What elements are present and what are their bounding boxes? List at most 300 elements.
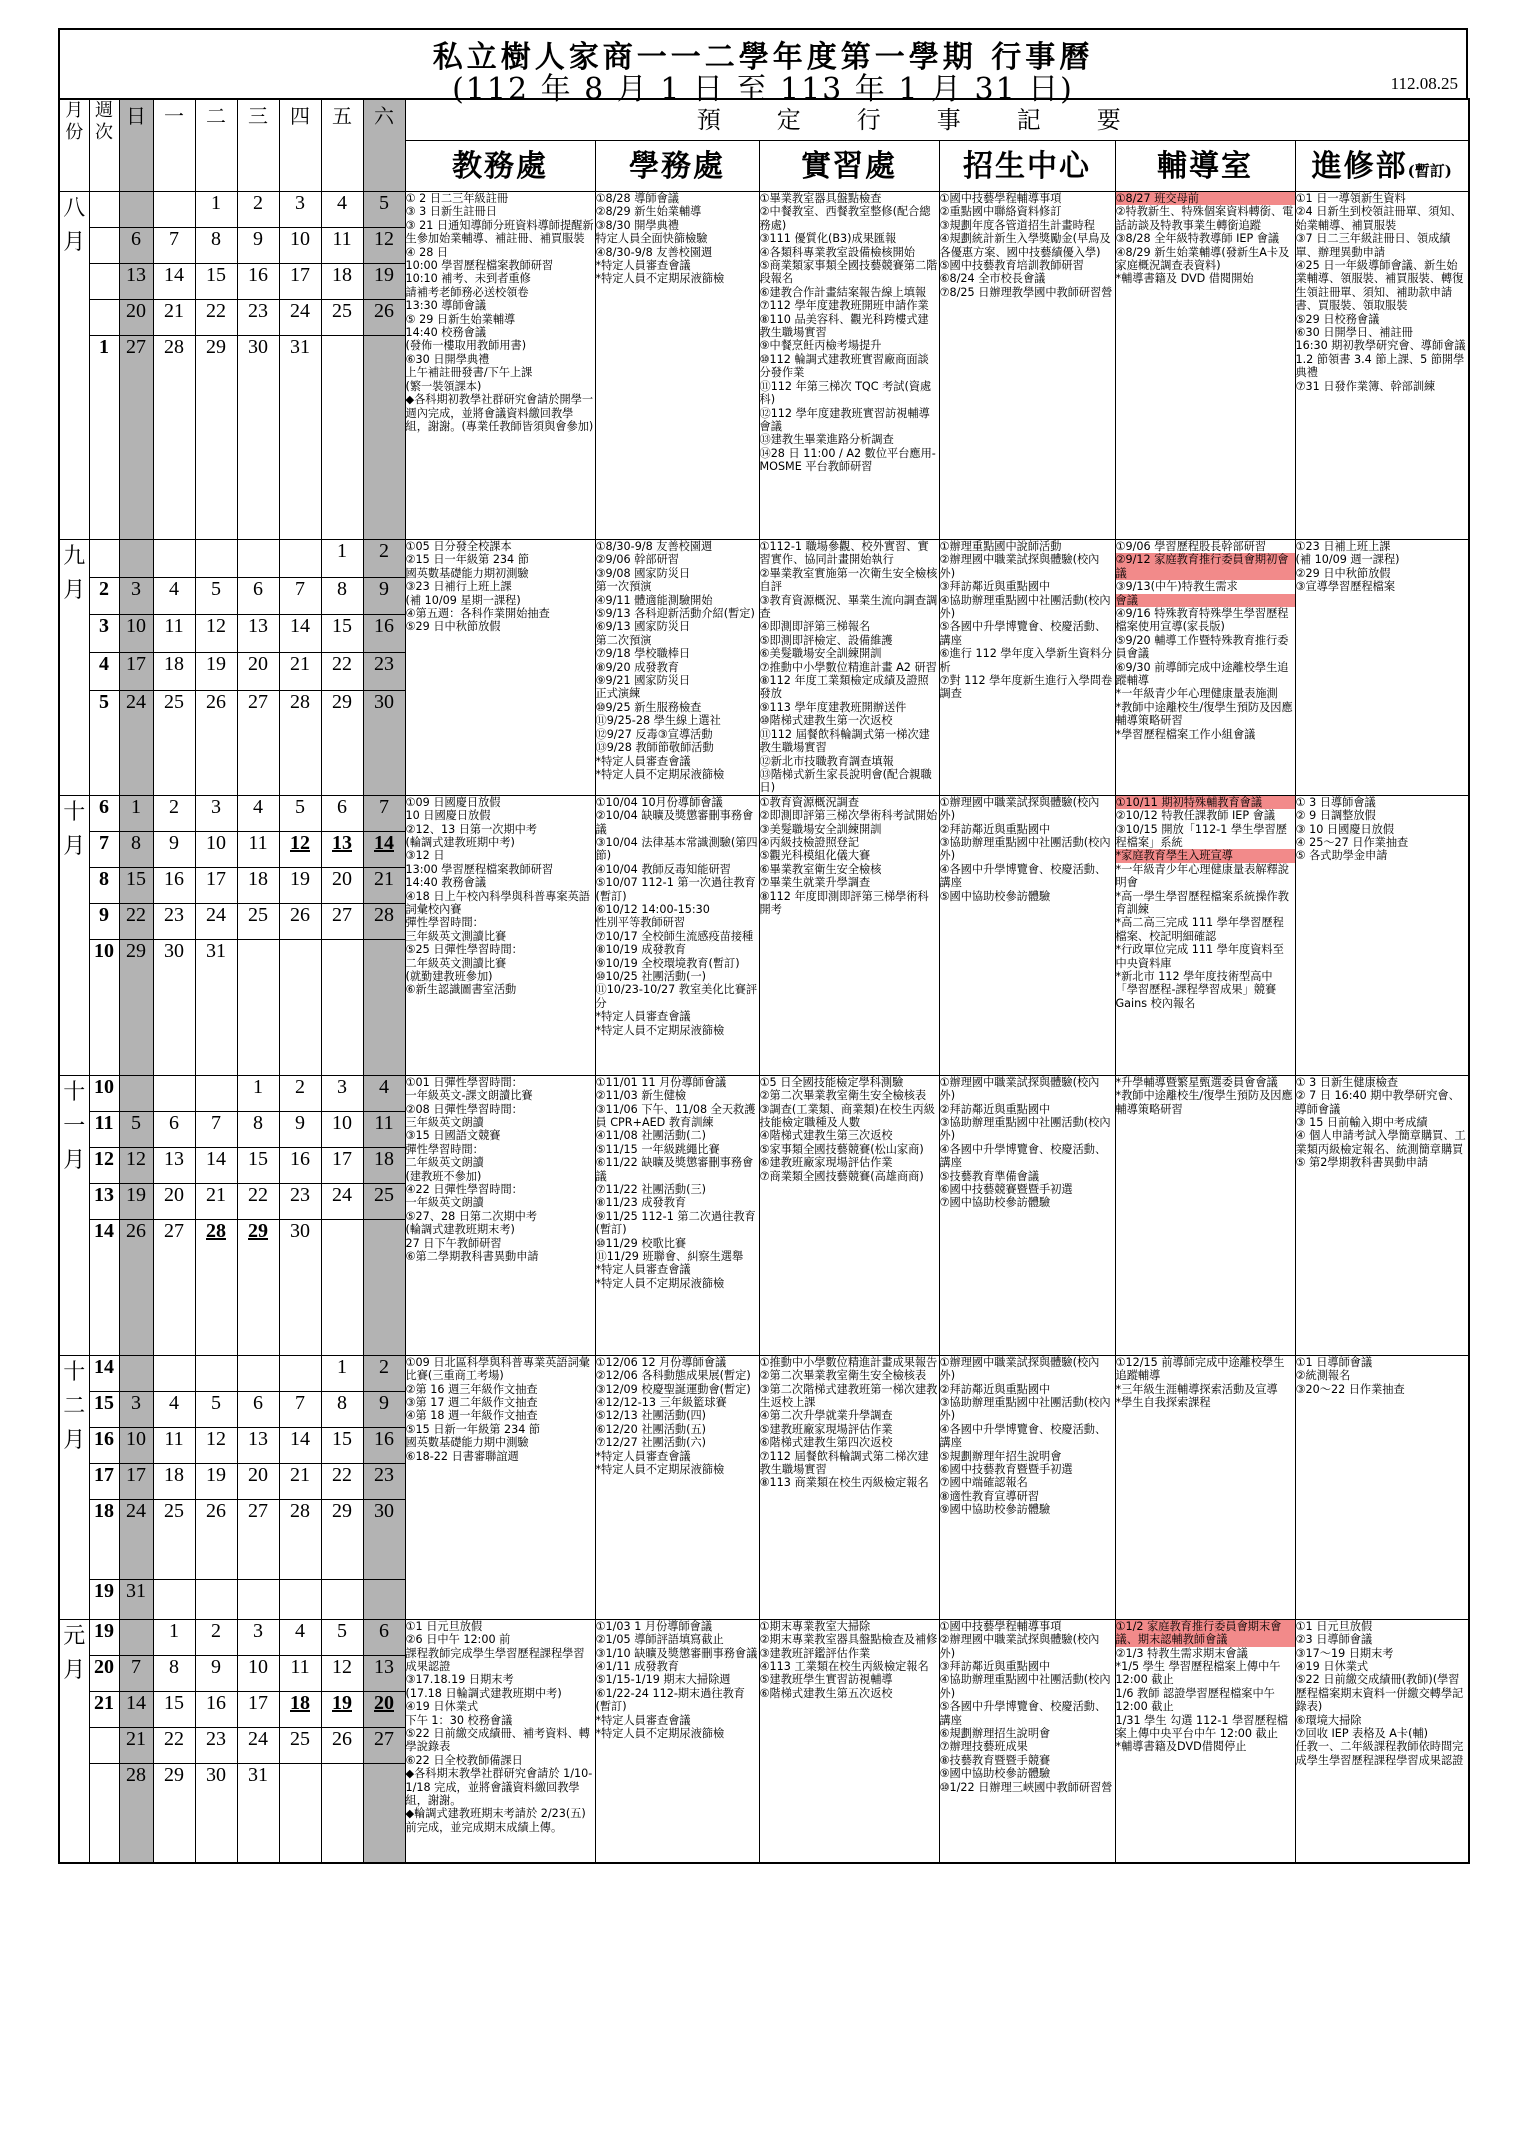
day-cell bbox=[321, 1391, 363, 1427]
day-number: 1 bbox=[337, 540, 347, 562]
day-number: 6 bbox=[253, 577, 263, 600]
day-cell bbox=[363, 336, 405, 540]
week-col-header: 週次 bbox=[89, 99, 119, 192]
dept-header-continuing-label: 進修部 bbox=[1311, 149, 1408, 184]
day-cell bbox=[195, 867, 237, 903]
day-cell bbox=[321, 1619, 363, 1655]
event-line: ◆輪調式建教班期末考請於 2/23(五)前完成，並完成期末成績上傳。 bbox=[405, 1807, 586, 1834]
event-line: ⑦商業類全國技藝競賽(高雄商商) bbox=[759, 1169, 924, 1183]
week-number: 6 bbox=[89, 795, 119, 831]
day-cell bbox=[279, 1579, 321, 1619]
day-number: 24 bbox=[248, 1727, 268, 1750]
event-line: ④丙級技檢證照登記 bbox=[759, 835, 860, 849]
day-cell bbox=[119, 1655, 153, 1691]
day-number: 8 bbox=[169, 1655, 179, 1678]
day-cell bbox=[195, 1183, 237, 1219]
day-number: 10 bbox=[126, 615, 146, 638]
event-line: (輪調式建教班期中考) bbox=[405, 835, 515, 849]
event-line: ③11/06 下午、11/08 全天救護員 CPR+AED 教育訓練 bbox=[595, 1102, 756, 1129]
day-cell bbox=[153, 1355, 195, 1391]
day-number: 25 bbox=[290, 1727, 310, 1750]
event-line: ③協助辦理重點國中社團活動(校內外) bbox=[939, 835, 1111, 863]
day-cell bbox=[195, 690, 237, 795]
day-cell bbox=[279, 653, 321, 691]
week-number: 16 bbox=[89, 1427, 119, 1463]
day-number: 17 bbox=[126, 653, 146, 676]
day-cell bbox=[237, 1463, 279, 1499]
event-line: *一年級青少年心理健康量表解釋說明會 bbox=[1115, 862, 1289, 890]
day-number: 17 bbox=[206, 867, 226, 890]
day-number: 9 bbox=[211, 1655, 221, 1678]
day-cell bbox=[363, 1463, 405, 1499]
day-cell bbox=[153, 264, 195, 300]
day-number: 4 bbox=[379, 1075, 389, 1098]
event-line: ⑨中餐烹飪丙檢考場提升 bbox=[759, 339, 882, 353]
day-number: 24 bbox=[126, 690, 146, 713]
day-number: 24 bbox=[290, 300, 310, 322]
event-line: *三年級生涯輔導探索活動及宣導 bbox=[1115, 1382, 1278, 1396]
day-number: 28 bbox=[290, 690, 310, 713]
week-number: 5 bbox=[89, 690, 119, 795]
day-cell bbox=[153, 1619, 195, 1655]
day-cell bbox=[321, 540, 363, 578]
calendar-week-row bbox=[59, 540, 1469, 578]
day-number: 8 bbox=[337, 577, 347, 600]
event-line: ⑥12/20 社團活動(五) bbox=[595, 1422, 706, 1436]
day-cell bbox=[237, 300, 279, 336]
day-cell bbox=[195, 192, 237, 228]
calendar-week-row bbox=[59, 192, 1469, 228]
day-number: 16 bbox=[206, 1691, 226, 1714]
day-cell bbox=[153, 1427, 195, 1463]
event-line: ②畢業教室實施第一次衛生安全檢核自評 bbox=[759, 566, 938, 594]
event-line: ⑦112 學年度建教班開班申請作業 bbox=[759, 299, 929, 313]
week-number bbox=[89, 264, 119, 300]
day-cell bbox=[321, 795, 363, 831]
event-line: ⑥階梯式建教生第四次返校 bbox=[759, 1436, 893, 1450]
day-number: 3 bbox=[131, 1391, 141, 1414]
event-line: ①01 日彈性學習時間： bbox=[405, 1075, 523, 1089]
day-cell bbox=[119, 336, 153, 540]
event-line: ⑤即測即評檢定、設備維護 bbox=[759, 633, 893, 647]
event-line: ⑪112 年第三梯次 TQC 考試(資處科) bbox=[759, 379, 932, 407]
event-line: *特定人員不定期尿液篩檢 bbox=[595, 1462, 725, 1476]
day-cell bbox=[279, 264, 321, 300]
day-number: 17 bbox=[290, 264, 310, 286]
day-cell bbox=[279, 1691, 321, 1727]
event-line: ④第 18 週一年級作文抽查 bbox=[405, 1409, 538, 1423]
event-line: ⑩112 輪調式建教班實習廠商面談分發作業 bbox=[759, 352, 929, 380]
event-line: ⑨11/25 112-1 第二次過往教育(暫訂) bbox=[595, 1209, 756, 1237]
event-line: 正式演練 bbox=[595, 687, 641, 701]
day-number: 4 bbox=[169, 577, 179, 600]
day-number: 6 bbox=[169, 1111, 179, 1134]
day-number: 16 bbox=[374, 1427, 394, 1450]
event-line: ⑤技藝教育準備會議 bbox=[939, 1169, 1040, 1183]
day-number: 27 bbox=[332, 903, 352, 926]
day-number: 23 bbox=[374, 1463, 394, 1486]
day-cell bbox=[195, 577, 237, 615]
day-cell bbox=[279, 867, 321, 903]
title-box bbox=[58, 28, 1468, 107]
event-line: ⑪9/25-28 學生線上選社 bbox=[595, 714, 721, 728]
event-line: *特定人員不定期尿液篩檢 bbox=[595, 1726, 725, 1740]
day-number: 26 bbox=[374, 300, 394, 322]
day-cell bbox=[119, 867, 153, 903]
day-number: 10 bbox=[248, 1655, 268, 1678]
day-cell bbox=[321, 690, 363, 795]
day-cell bbox=[153, 939, 195, 1075]
day-number: 5 bbox=[211, 577, 221, 600]
day-cell bbox=[321, 264, 363, 300]
event-line: ⑤15 日新一年級第 234 節 bbox=[405, 1422, 541, 1436]
day-number: 2 bbox=[379, 1355, 389, 1378]
event-line: ⑤ 第2學期教科書異動申請 bbox=[1295, 1156, 1429, 1170]
day-cell bbox=[119, 1183, 153, 1219]
event-line: ⑥進行 112 學年度入學新生資料分析 bbox=[939, 647, 1113, 674]
day-cell bbox=[237, 1355, 279, 1391]
day-number: 21 bbox=[164, 300, 184, 322]
day-number: 28 bbox=[290, 1499, 310, 1522]
day-number: 23 bbox=[206, 1727, 226, 1750]
day-cell bbox=[279, 1763, 321, 1863]
event-line: 三年級英文朗讀 bbox=[405, 1115, 484, 1129]
event-line: *行政單位完成 111 學年度資料至中央資料庫 bbox=[1115, 943, 1284, 970]
event-line: ⑩階梯式建教生第一次返校 bbox=[759, 714, 893, 728]
event-line: (輪調式建教班期末考) bbox=[405, 1223, 515, 1237]
day-cell bbox=[119, 690, 153, 795]
day-number: 21 bbox=[206, 1183, 226, 1206]
event-line: ⑦112 屆餐飲科輪調式第二梯次建教生職場實習 bbox=[759, 1449, 929, 1476]
event-line: 一年級英文-課文朗讀比賽 bbox=[405, 1089, 533, 1103]
event-line: ⑦國中協助校參訪體驗 bbox=[939, 1196, 1051, 1210]
event-line: 任教一、二年級課程教師依時間完成學生學習歷程課程學習成果認證 bbox=[1295, 1740, 1464, 1767]
day-cell bbox=[279, 939, 321, 1075]
weekday-header-tue: 二 bbox=[195, 99, 237, 192]
day-number: 7 bbox=[295, 1391, 305, 1414]
day-cell bbox=[279, 1463, 321, 1499]
day-number: 12 bbox=[290, 831, 310, 854]
event-line: ⑤建教班學生實習訪視輔導 bbox=[759, 1673, 893, 1687]
day-number: 30 bbox=[206, 1763, 226, 1786]
event-line: ④25 日一年級導師會議、新生始業輔導、領服裝、補買服裝、轉復生領註冊單、須知、補助款申請書、買服裝、領取服裝 bbox=[1295, 259, 1464, 313]
day-number: 31 bbox=[206, 939, 226, 962]
event-line: ③7 日二三年級註冊日、領成績單、辦理異動申請 bbox=[1295, 232, 1451, 259]
day-number: 30 bbox=[290, 1219, 310, 1242]
event-line: ⑦推動中小學數位精進計畫 A2 研習 bbox=[759, 660, 937, 674]
calendar-table bbox=[58, 98, 1470, 1864]
events-cell-dept-4 bbox=[1115, 1355, 1295, 1619]
events-cell-dept-1 bbox=[595, 540, 759, 796]
day-cell bbox=[153, 1391, 195, 1427]
calendar-week-row bbox=[59, 1355, 1469, 1391]
event-line: 第一次預演 bbox=[595, 580, 652, 594]
event-line: ⑨113 學年度建教班開辦送件 bbox=[759, 700, 907, 714]
events-cell-dept-3 bbox=[939, 1619, 1115, 1863]
day-cell bbox=[363, 1391, 405, 1427]
event-line: ③20～22 日作業抽查 bbox=[1295, 1382, 1405, 1396]
week-number bbox=[89, 192, 119, 228]
day-number: 1 bbox=[211, 192, 221, 214]
day-number: 20 bbox=[126, 300, 146, 322]
day-number: 31 bbox=[290, 336, 310, 358]
day-number: 5 bbox=[379, 192, 389, 214]
calendar-week-row bbox=[59, 795, 1469, 831]
day-cell bbox=[279, 615, 321, 653]
event-line: 16:30 期初教學研究會、導師會議 bbox=[1295, 339, 1466, 353]
event-line: 10 日國慶日放假 bbox=[405, 809, 491, 823]
day-cell bbox=[119, 1075, 153, 1111]
day-number: 3 bbox=[337, 1075, 347, 1098]
event-line: ④協助辦理重點國中社團活動(校內外) bbox=[939, 593, 1111, 621]
day-number: 27 bbox=[126, 336, 146, 358]
day-number: 22 bbox=[206, 300, 226, 322]
event-line: ②4 日新生到校領註冊單、須知、始業輔導、補買服裝 bbox=[1295, 205, 1462, 232]
day-cell bbox=[279, 903, 321, 939]
event-line: ④1/11 成發教育 bbox=[595, 1659, 679, 1673]
event-line: ①05 日分發全校課本 bbox=[405, 540, 512, 553]
events-cell-dept-5 bbox=[1295, 1355, 1469, 1619]
week-number: 19 bbox=[89, 1619, 119, 1655]
events-cell-dept-5 bbox=[1295, 1619, 1469, 1863]
events-cell-dept-2 bbox=[759, 795, 939, 1075]
day-number: 22 bbox=[332, 1463, 352, 1486]
week-number: 3 bbox=[89, 615, 119, 653]
day-cell bbox=[237, 653, 279, 691]
day-number: 20 bbox=[164, 1183, 184, 1206]
events-cell-dept-0 bbox=[405, 1075, 595, 1355]
event-line: ②中餐教室、西餐教室整修(配合總務處) bbox=[759, 205, 931, 232]
event-line: ④各國中升學博覽會、校慶活動、講座 bbox=[939, 1142, 1107, 1170]
day-cell bbox=[153, 300, 195, 336]
event-line: 彈性學習時間： bbox=[405, 916, 484, 930]
event-line: ②1/05 導師評語填寫截止 bbox=[595, 1633, 724, 1647]
event-line: ⑦畢業生就業升學調查 bbox=[759, 876, 871, 890]
weekday-header-mon: 一 bbox=[153, 99, 195, 192]
event-line: ②拜訪鄰近與重點國中 bbox=[939, 822, 1051, 836]
day-cell bbox=[321, 1691, 363, 1727]
day-number: 5 bbox=[131, 1111, 141, 1134]
week-number bbox=[89, 540, 119, 578]
day-number: 27 bbox=[374, 1727, 394, 1750]
day-cell bbox=[321, 831, 363, 867]
day-cell bbox=[153, 192, 195, 228]
day-cell bbox=[237, 1075, 279, 1111]
day-cell bbox=[119, 939, 153, 1075]
events-cell-dept-1 bbox=[595, 1619, 759, 1863]
day-number: 22 bbox=[164, 1727, 184, 1750]
event-line: ①國中技藝學程輔導事項 bbox=[939, 1619, 1062, 1633]
event-line: ③8/28 全年級特教導師 IEP 會議 bbox=[1115, 232, 1280, 246]
day-cell bbox=[153, 1183, 195, 1219]
day-number: 19 bbox=[206, 1463, 226, 1486]
event-line: ①辦理國中職業試探與體驗(校內外) bbox=[939, 1355, 1100, 1383]
day-cell bbox=[321, 577, 363, 615]
event-line: ⑤規劃辦理年招生說明會 bbox=[939, 1449, 1062, 1463]
day-cell bbox=[237, 1219, 279, 1355]
event-line: ⑧11/23 成發教育 bbox=[595, 1196, 687, 1210]
month-label: 九月 bbox=[59, 540, 89, 796]
day-cell bbox=[119, 1463, 153, 1499]
day-number: 2 bbox=[295, 1075, 305, 1098]
event-line: ④第二次升學就業升學調查 bbox=[759, 1409, 893, 1423]
event-line: ①5 日全國技能檢定學科測驗 bbox=[759, 1075, 904, 1089]
day-number: 9 bbox=[253, 228, 263, 250]
week-number: 20 bbox=[89, 1655, 119, 1691]
event-line: ③第 17 週二年級作文抽查 bbox=[405, 1395, 538, 1409]
day-cell bbox=[279, 1183, 321, 1219]
day-number: 7 bbox=[169, 228, 179, 250]
day-cell bbox=[195, 1075, 237, 1111]
events-cell-dept-4 bbox=[1115, 795, 1295, 1075]
events-cell-dept-1 bbox=[595, 1355, 759, 1619]
event-line: ②12/06 各科動態成果展(暫定) bbox=[595, 1369, 751, 1383]
day-number: 17 bbox=[332, 1147, 352, 1170]
day-number: 3 bbox=[211, 795, 221, 818]
day-cell bbox=[237, 615, 279, 653]
event-line: ③17.18.19 日期末考 bbox=[405, 1673, 514, 1687]
day-cell bbox=[363, 867, 405, 903]
day-cell bbox=[279, 795, 321, 831]
day-cell bbox=[119, 903, 153, 939]
day-cell bbox=[363, 1763, 405, 1863]
event-line: (17.18 日輪調式建教班期中考) bbox=[405, 1686, 562, 1700]
day-cell bbox=[363, 795, 405, 831]
day-cell bbox=[195, 1219, 237, 1355]
day-cell bbox=[279, 192, 321, 228]
events-cell-dept-3 bbox=[939, 1075, 1115, 1355]
event-line: ③17～19 日期末考 bbox=[1295, 1646, 1394, 1660]
event-line: (補 10/09 星期一課程) bbox=[405, 593, 521, 607]
day-cell bbox=[237, 1619, 279, 1655]
week-number: 13 bbox=[89, 1183, 119, 1219]
day-cell bbox=[237, 1727, 279, 1763]
event-line: ③111 優質化(B3)成果匯報 bbox=[759, 232, 897, 246]
events-cell-dept-3 bbox=[939, 540, 1115, 796]
event-line: ⑬建教生畢業進路分析調查 bbox=[759, 433, 894, 447]
day-number: 4 bbox=[253, 795, 263, 818]
event-line: *特定人員不定期尿液篩檢 bbox=[595, 1023, 725, 1037]
events-cell-dept-1 bbox=[595, 1075, 759, 1355]
event-line: ①09 日國慶日放假 bbox=[405, 795, 501, 809]
event-line: ④9/16 特殊教育特殊學生學習歷程檔案使用宣導(家長版) bbox=[1115, 607, 1289, 634]
event-line: ②辦理國中職業試探與體驗(校內外) bbox=[939, 553, 1100, 580]
event-line: ① 3 日新生健康檢查 bbox=[1295, 1075, 1399, 1089]
day-cell bbox=[363, 192, 405, 228]
event-line: ⑨9/21 國家防災日 bbox=[595, 674, 691, 688]
events-cell-dept-4 bbox=[1115, 192, 1295, 540]
day-cell bbox=[119, 653, 153, 691]
event-line: ②11/03 新生健檢 bbox=[595, 1089, 687, 1103]
event-line: ①教育資源概況調查 bbox=[759, 795, 860, 809]
day-cell bbox=[237, 831, 279, 867]
day-cell bbox=[279, 228, 321, 264]
event-line: ③12 日 bbox=[405, 849, 445, 863]
day-number: 15 bbox=[248, 1147, 268, 1170]
event-line: ④22 日彈性學習時間： bbox=[405, 1182, 523, 1196]
event-line: ⑧適性教育宣導研習 bbox=[939, 1489, 1040, 1503]
day-number: 13 bbox=[164, 1147, 184, 1170]
event-line: ⑫新北市技職教育調查填報 bbox=[759, 754, 894, 768]
events-cell-dept-3 bbox=[939, 795, 1115, 1075]
event-line: ⑥新生認識圖書室活動 bbox=[405, 983, 517, 997]
day-number: 17 bbox=[248, 1691, 268, 1714]
event-line: ⑤觀光科模組化儀大賽 bbox=[759, 849, 871, 863]
event-line: ⑤11/15 一年級跳繩比賽 bbox=[595, 1142, 720, 1156]
day-number: 30 bbox=[374, 1499, 394, 1522]
events-cell-dept-3 bbox=[939, 192, 1115, 540]
event-line: ⑥規劃辦理招生說明會 bbox=[939, 1726, 1051, 1740]
event-line: ①9/06 學習歷程股長幹部研習 bbox=[1115, 540, 1267, 553]
day-number: 13 bbox=[126, 264, 146, 286]
event-line: 會議 bbox=[1116, 594, 1295, 607]
day-cell bbox=[321, 867, 363, 903]
day-cell bbox=[279, 1075, 321, 1111]
event-line: ②10/12 特教任課教師 IEP 會議 bbox=[1115, 809, 1276, 823]
event-line: ⑤29 日校務會議 bbox=[1295, 312, 1380, 326]
event-line: ②期末專業教室器具盤點檢查及補修 bbox=[759, 1633, 938, 1647]
event-line: *一年級青少年心理健康量表施測 bbox=[1115, 687, 1278, 701]
day-cell bbox=[321, 1499, 363, 1579]
events-cell-dept-4 bbox=[1115, 540, 1295, 796]
day-number: 19 bbox=[374, 264, 394, 286]
day-number: 15 bbox=[126, 867, 146, 890]
event-line: ⑥建教班廠家現場評估作業 bbox=[759, 1156, 893, 1170]
day-number: 23 bbox=[248, 300, 268, 322]
event-line: ⑥畢業教室衛生安全檢核 bbox=[759, 862, 882, 876]
event-line: ⑤9/20 輔導工作暨特殊教育推行委員會議 bbox=[1115, 633, 1289, 661]
day-number: 10 bbox=[332, 1111, 352, 1134]
day-cell bbox=[363, 903, 405, 939]
day-cell bbox=[363, 1499, 405, 1579]
day-number: 23 bbox=[374, 653, 394, 676]
day-cell bbox=[195, 903, 237, 939]
day-number: 7 bbox=[131, 1655, 141, 1678]
day-number: 11 bbox=[164, 1427, 184, 1450]
day-cell bbox=[321, 300, 363, 336]
event-line: ⑥美髮職場安全訓練開訓 bbox=[759, 647, 882, 661]
event-line: ⑥第二學期教科書異動申請 bbox=[405, 1250, 539, 1263]
day-cell bbox=[237, 1763, 279, 1863]
day-cell bbox=[237, 1147, 279, 1183]
event-line: ⑬階梯式新生家長說明會(配合親職日) bbox=[759, 767, 932, 795]
events-cell-dept-1 bbox=[595, 795, 759, 1075]
event-line: *家庭教育學生入班宣導 bbox=[1116, 849, 1295, 862]
day-cell bbox=[237, 1111, 279, 1147]
day-number: 21 bbox=[126, 1727, 146, 1750]
day-number: 1 bbox=[253, 1075, 263, 1098]
day-cell bbox=[153, 615, 195, 653]
day-cell bbox=[195, 831, 237, 867]
day-number: 16 bbox=[164, 867, 184, 890]
event-line: ⑩11/29 校歌比賽 bbox=[595, 1236, 687, 1250]
event-line: 14:40 校務會議 bbox=[405, 326, 487, 340]
day-number: 1 bbox=[169, 1619, 179, 1642]
event-line: ② 7 日 16:40 期中教學研究會、導師會議 bbox=[1295, 1089, 1460, 1116]
event-line: ④11/08 社團活動(二) bbox=[595, 1129, 706, 1143]
event-line: 14:40 教務會議 bbox=[405, 876, 487, 890]
day-cell bbox=[321, 1463, 363, 1499]
day-number: 31 bbox=[248, 1763, 268, 1786]
day-number: 19 bbox=[206, 653, 226, 676]
day-number: 9 bbox=[379, 1391, 389, 1414]
day-cell bbox=[119, 795, 153, 831]
event-line: ⑨10/19 全校環境教育(暫訂) bbox=[595, 956, 740, 970]
day-number: 2 bbox=[253, 192, 263, 214]
event-line: ⑥8/24 全市校長會議 bbox=[939, 272, 1046, 286]
event-line: 10:10 補考、未到者重修 bbox=[405, 272, 531, 286]
event-line: ⑦辦理技藝班成果 bbox=[939, 1740, 1028, 1754]
